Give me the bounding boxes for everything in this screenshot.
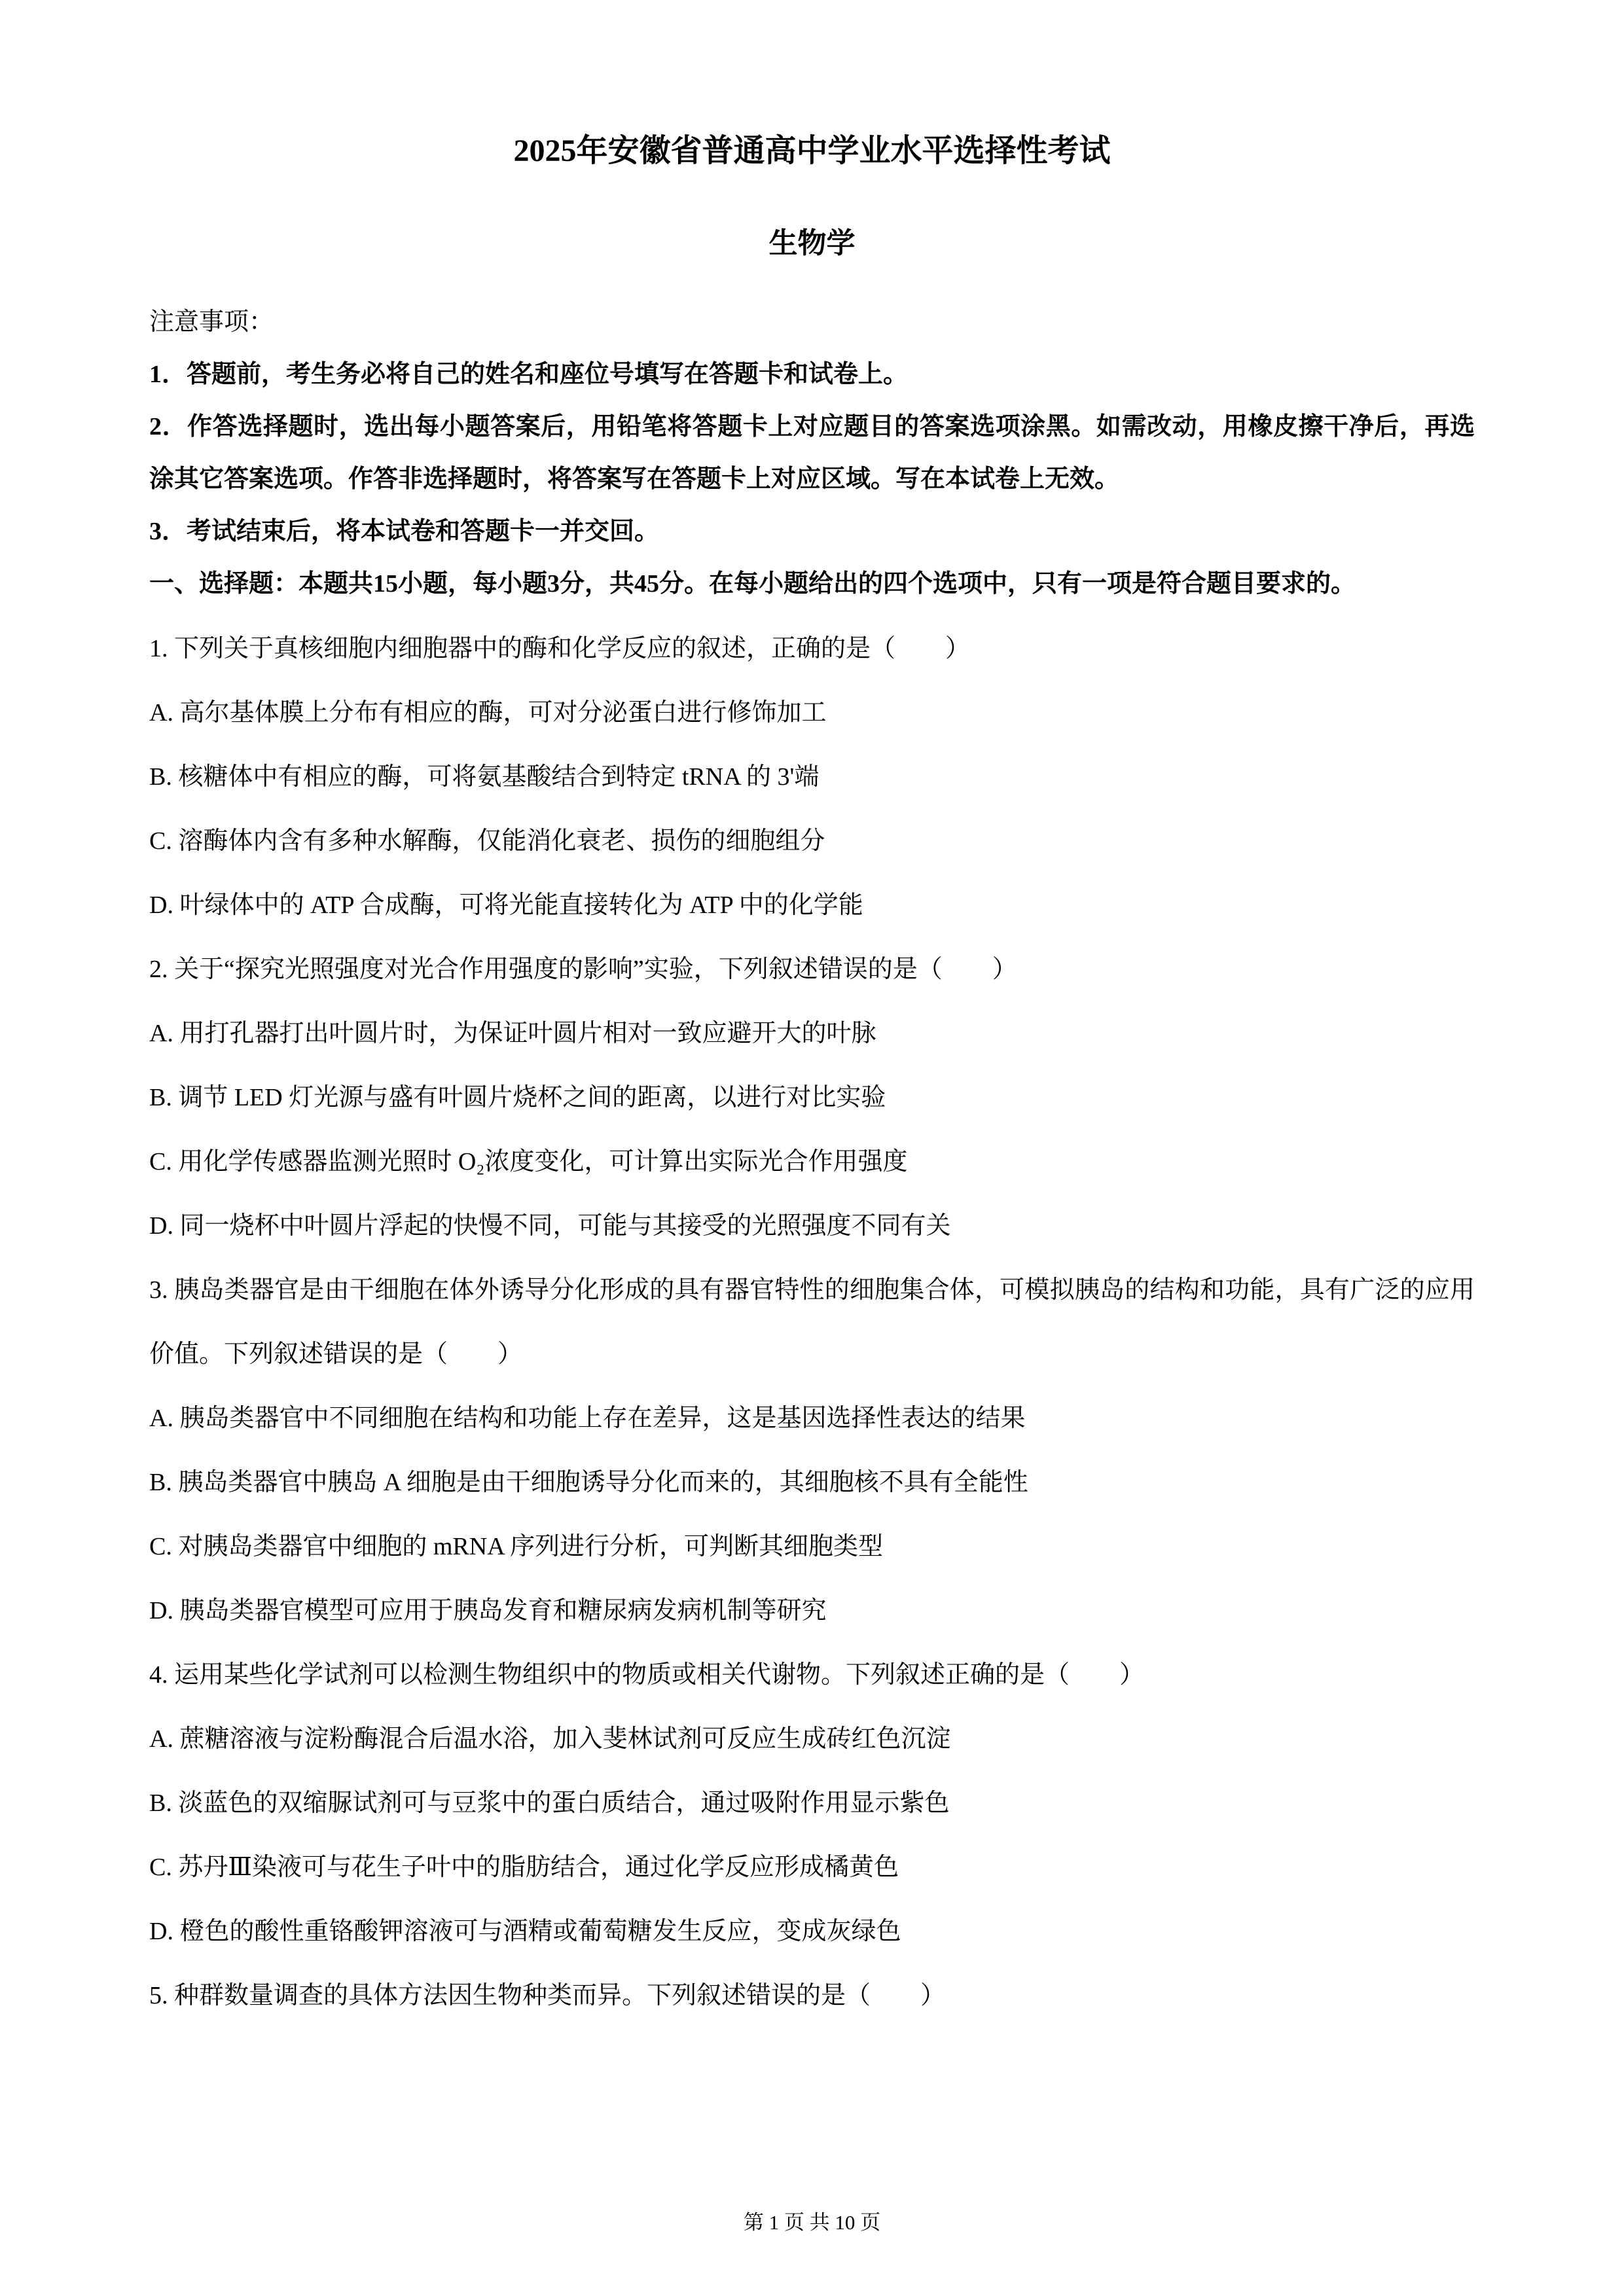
page-title: 2025年安徽省普通高中学业水平选择性考试 — [513, 134, 1111, 168]
question-block-2 — [149, 937, 1475, 1258]
questions-list — [149, 617, 1475, 2028]
question-option: C. 苏丹Ⅲ染液可与花生子叶中的脂肪结合，通过化学反应形成橘黄色 — [149, 1854, 899, 1881]
question-option: C. 用化学传感器监测光照时 O₂浓度变化，可计算出实际光合作用强度 — [149, 1148, 908, 1175]
question-stem: 2. 关于“探究光照强度对光合作用强度的影响”实验，下列叙述错误的是（ ） — [149, 956, 1017, 983]
question-option: A. 蔗糖溶液与淀粉酶混合后温水浴，加入斐林试剂可反应生成砖红色沉淀 — [149, 1725, 951, 1753]
question-stem: 5. 种群数量调查的具体方法因生物种类而异。下列叙述错误的是（ ） — [149, 1982, 946, 2009]
question-option: B. 胰岛类器官中胰岛 A 细胞是由干细胞诱导分化而来的，其细胞核不具有全能性 — [149, 1469, 1028, 1496]
question-option: B. 淡蓝色的双缩脲试剂可与豆浆中的蛋白质结合，通过吸附作用显示紫色 — [149, 1789, 950, 1817]
question-option: C. 溶酶体内含有多种水解酶，仅能消化衰老、损伤的细胞组分 — [149, 827, 825, 855]
notices-section — [149, 296, 1475, 558]
question-option: D. 胰岛类器官模型可应用于胰岛发育和糖尿病发病机制等研究 — [149, 1597, 827, 1624]
notice-item-3: 3．考试结束后，将本试卷和答题卡一并交回。 — [149, 518, 660, 545]
question-block-1 — [149, 617, 1475, 937]
notice-item-1: 1．答题前，考生务必将自己的姓名和座位号填写在答题卡和试卷上。 — [149, 361, 909, 388]
question-option: B. 核糖体中有相应的酶，可将氨基酸结合到特定 tRNA 的 3'端 — [149, 763, 820, 791]
question-option: D. 橙色的酸性重铬酸钾溶液可与酒精或葡萄糖发生反应，变成灰绿色 — [149, 1918, 901, 1945]
question-option: D. 叶绿体中的 ATP 合成酶，可将光能直接转化为 ATP 中的化学能 — [149, 891, 863, 919]
question-block-4 — [149, 1643, 1475, 1964]
page-footer: 第 1 页 共 10 页 — [743, 2211, 881, 2234]
question-stem: 4. 运用某些化学试剂可以检测生物组织中的物质或相关代谢物。下列叙述正确的是（ ） — [149, 1661, 1145, 1689]
question-block-5 — [149, 1964, 1475, 2028]
question-option: A. 高尔基体膜上分布有相应的酶，可对分泌蛋白进行修饰加工 — [149, 699, 827, 726]
section-heading: 一、选择题：本题共15小题，每小题3分，共45分。在每小题给出的四个选项中，只有一项是符合题目要求的。 — [149, 570, 1356, 598]
question-stem: 1. 下列关于真核细胞内细胞器中的酶和化学反应的叙述，正确的是（ ） — [149, 635, 971, 662]
question-block-3 — [149, 1258, 1475, 1643]
question-option: A. 胰岛类器官中不同细胞在结构和功能上存在差异，这是基因选择性表达的结果 — [149, 1405, 1026, 1432]
page-subtitle: 生物学 — [768, 227, 856, 259]
question-option: B. 调节 LED 灯光源与盛有叶圆片烧杯之间的距离，以进行对比实验 — [149, 1084, 886, 1111]
notices-heading: 注意事项： — [149, 308, 274, 336]
question-option: A. 用打孔器打出叶圆片时，为保证叶圆片相对一致应避开大的叶脉 — [149, 1020, 876, 1047]
question-stem: 3. 胰岛类器官是由干细胞在体外诱导分化形成的具有器官特性的细胞集合体，可模拟胰岛的结构和功能，具有广泛的应用价值。下列叙述错误的是（ ） — [149, 1276, 1475, 1368]
question-option: D. 同一烧杯中叶圆片浮起的快慢不同，可能与其接受的光照强度不同有关 — [149, 1212, 951, 1240]
question-option: C. 对胰岛类器官中细胞的 mRNA 序列进行分析，可判断其细胞类型 — [149, 1533, 884, 1560]
notice-item-2: 2．作答选择题时，选出每小题答案后，用铅笔将答题卡上对应题目的答案选项涂黑。如需改动，用橡皮擦干净后，再选涂其它答案选项。作答非选择题时，将答案写在答题卡上对应区域。写在本试卷上无效。 — [149, 413, 1475, 493]
